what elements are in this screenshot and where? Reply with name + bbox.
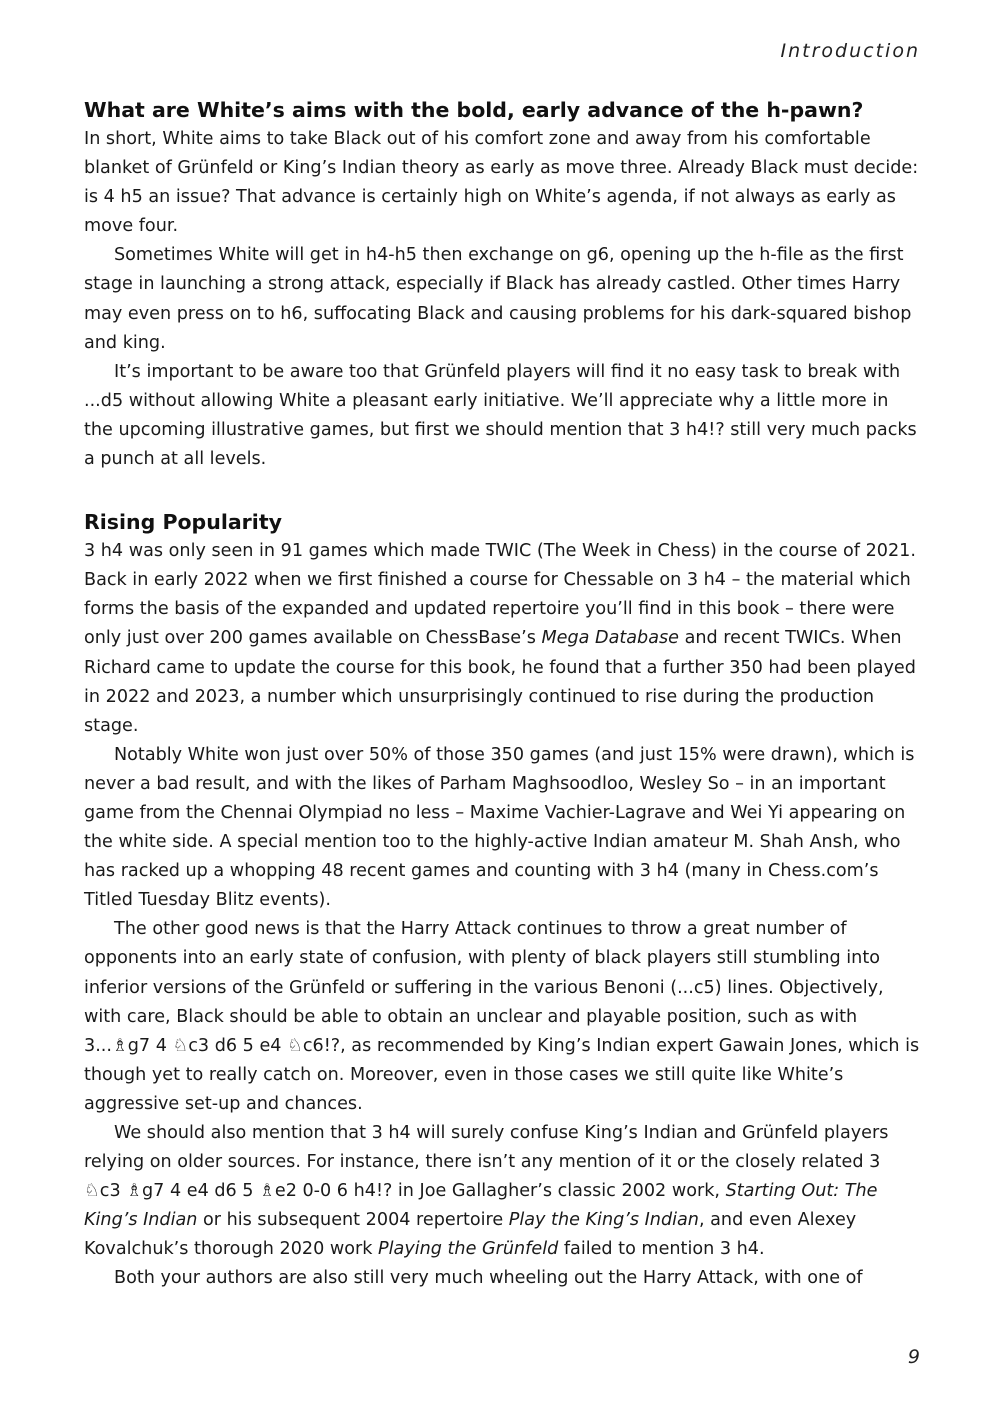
- italic-title: Mega Database: [541, 628, 679, 649]
- page-body: [84, 96, 920, 1294]
- running-head: Introduction: [780, 40, 920, 62]
- paragraph: Both your authors are also still very much wheeling out the Harry Attack, with one of: [114, 1268, 863, 1289]
- section-heading-popularity: Rising Popularity: [84, 510, 282, 535]
- paragraph: In short, White aims to take Black out of his comfort zone and away from his comfortable blanket of Grünfeld or King’s Indian theory as early as move three. Already Black must decide: is 4 h5 an issue? That advance is certainly high on White’s agenda, if not always as early as move four.: [84, 129, 919, 237]
- italic-title: Play the King’s Indian: [508, 1210, 699, 1231]
- paragraph: It’s important to be aware too that Grünfeld players will find it no easy task to break with ...d5 without allowing White a pleasant early initiative. We’ll appreciate why a little more in the upcoming illustrative games, but first we should mention that 3 h4!? still very much packs a punch at all levels.: [84, 361, 917, 470]
- paragraph: Notably White won just over 50% of those 350 games (and just 15% were drawn), which is never a bad result, and with the likes of Parham Maghsoodloo, Wesley So – in an important game from the Chennai Olympiad no less – Maxime Vachier-Lagrave and Wei Yi appearing on the white side. A special mention too to the highly-active Indian amateur M. Shah Ansh, who has racked up a whopping 48 recent games and counting with 3 h4 (many in Chess.com’s Titled Tuesday Blitz events).: [84, 744, 915, 911]
- text-run: , and even Alexey Kovalchuk’s thorough 2020 work: [84, 1210, 857, 1260]
- section-heading-aims: What are White’s aims with the bold, early advance of the h-pawn?: [84, 98, 864, 122]
- paragraph: [84, 1119, 920, 1264]
- italic-title: Starting Out: The King’s Indian: [84, 1181, 878, 1231]
- text-run: and recent TWICs. When Richard came to update the course for this book, he found that a further 350 had been played in 2022 and 2023, a number which unsurprisingly continued to rise during the production stage.: [84, 628, 916, 736]
- italic-title: Playing the Grünfeld: [378, 1239, 559, 1260]
- paragraph: Sometimes White will get in h4-h5 then exchange on g6, opening up the h-file as the first stage in launching a strong attack, especially if Black has already castled. Other times Harry may even press on to h6, suffocating Black and causing problems for his dark-squared bishop and king.: [84, 245, 912, 353]
- text-run: We should also mention that 3 h4 will surely confuse King’s Indian and Grünfeld players relying on older sources. For instance, there isn’t any mention of it or the closely related 3 ♘c3 ♗g7 4 e4 d6 5 ♗e2 0-0 6 h4!? in Joe Gallagher’s classic 2002 work,: [84, 1123, 889, 1202]
- paragraph: [84, 537, 920, 741]
- text-run: 3 h4 was only seen in 91 games which made TWIC (The Week in Chess) in the course of 2021. Back in early 2022 when we first finished a course for Chessable on 3 h4 – the material which forms the basis of the expanded and updated repertoire you’ll find in this book – there were only just over 200 games available on ChessBase’s: [84, 541, 916, 649]
- text-run: or his subsequent 2004 repertoire: [197, 1210, 509, 1231]
- text-run: failed to mention 3 h4.: [558, 1239, 765, 1260]
- page-number: 9: [907, 1346, 920, 1368]
- paragraph: The other good news is that the Harry Attack continues to throw a great number of opponents into an early state of confusion, with plenty of black players still stumbling into inferior versions of the Grünfeld or suffering in the various Benoni (...c5) lines. Objectively, with care, Black should be able to obtain an unclear and playable position, such as with 3...♗g7 4 ♘c3 d6 5 e4 ♘c6!?, as recommended by King’s Indian expert Gawain Jones, which is though yet to really catch on. Moreover, even in those cases we still quite like White’s aggressive set-up and chances.: [84, 919, 920, 1114]
